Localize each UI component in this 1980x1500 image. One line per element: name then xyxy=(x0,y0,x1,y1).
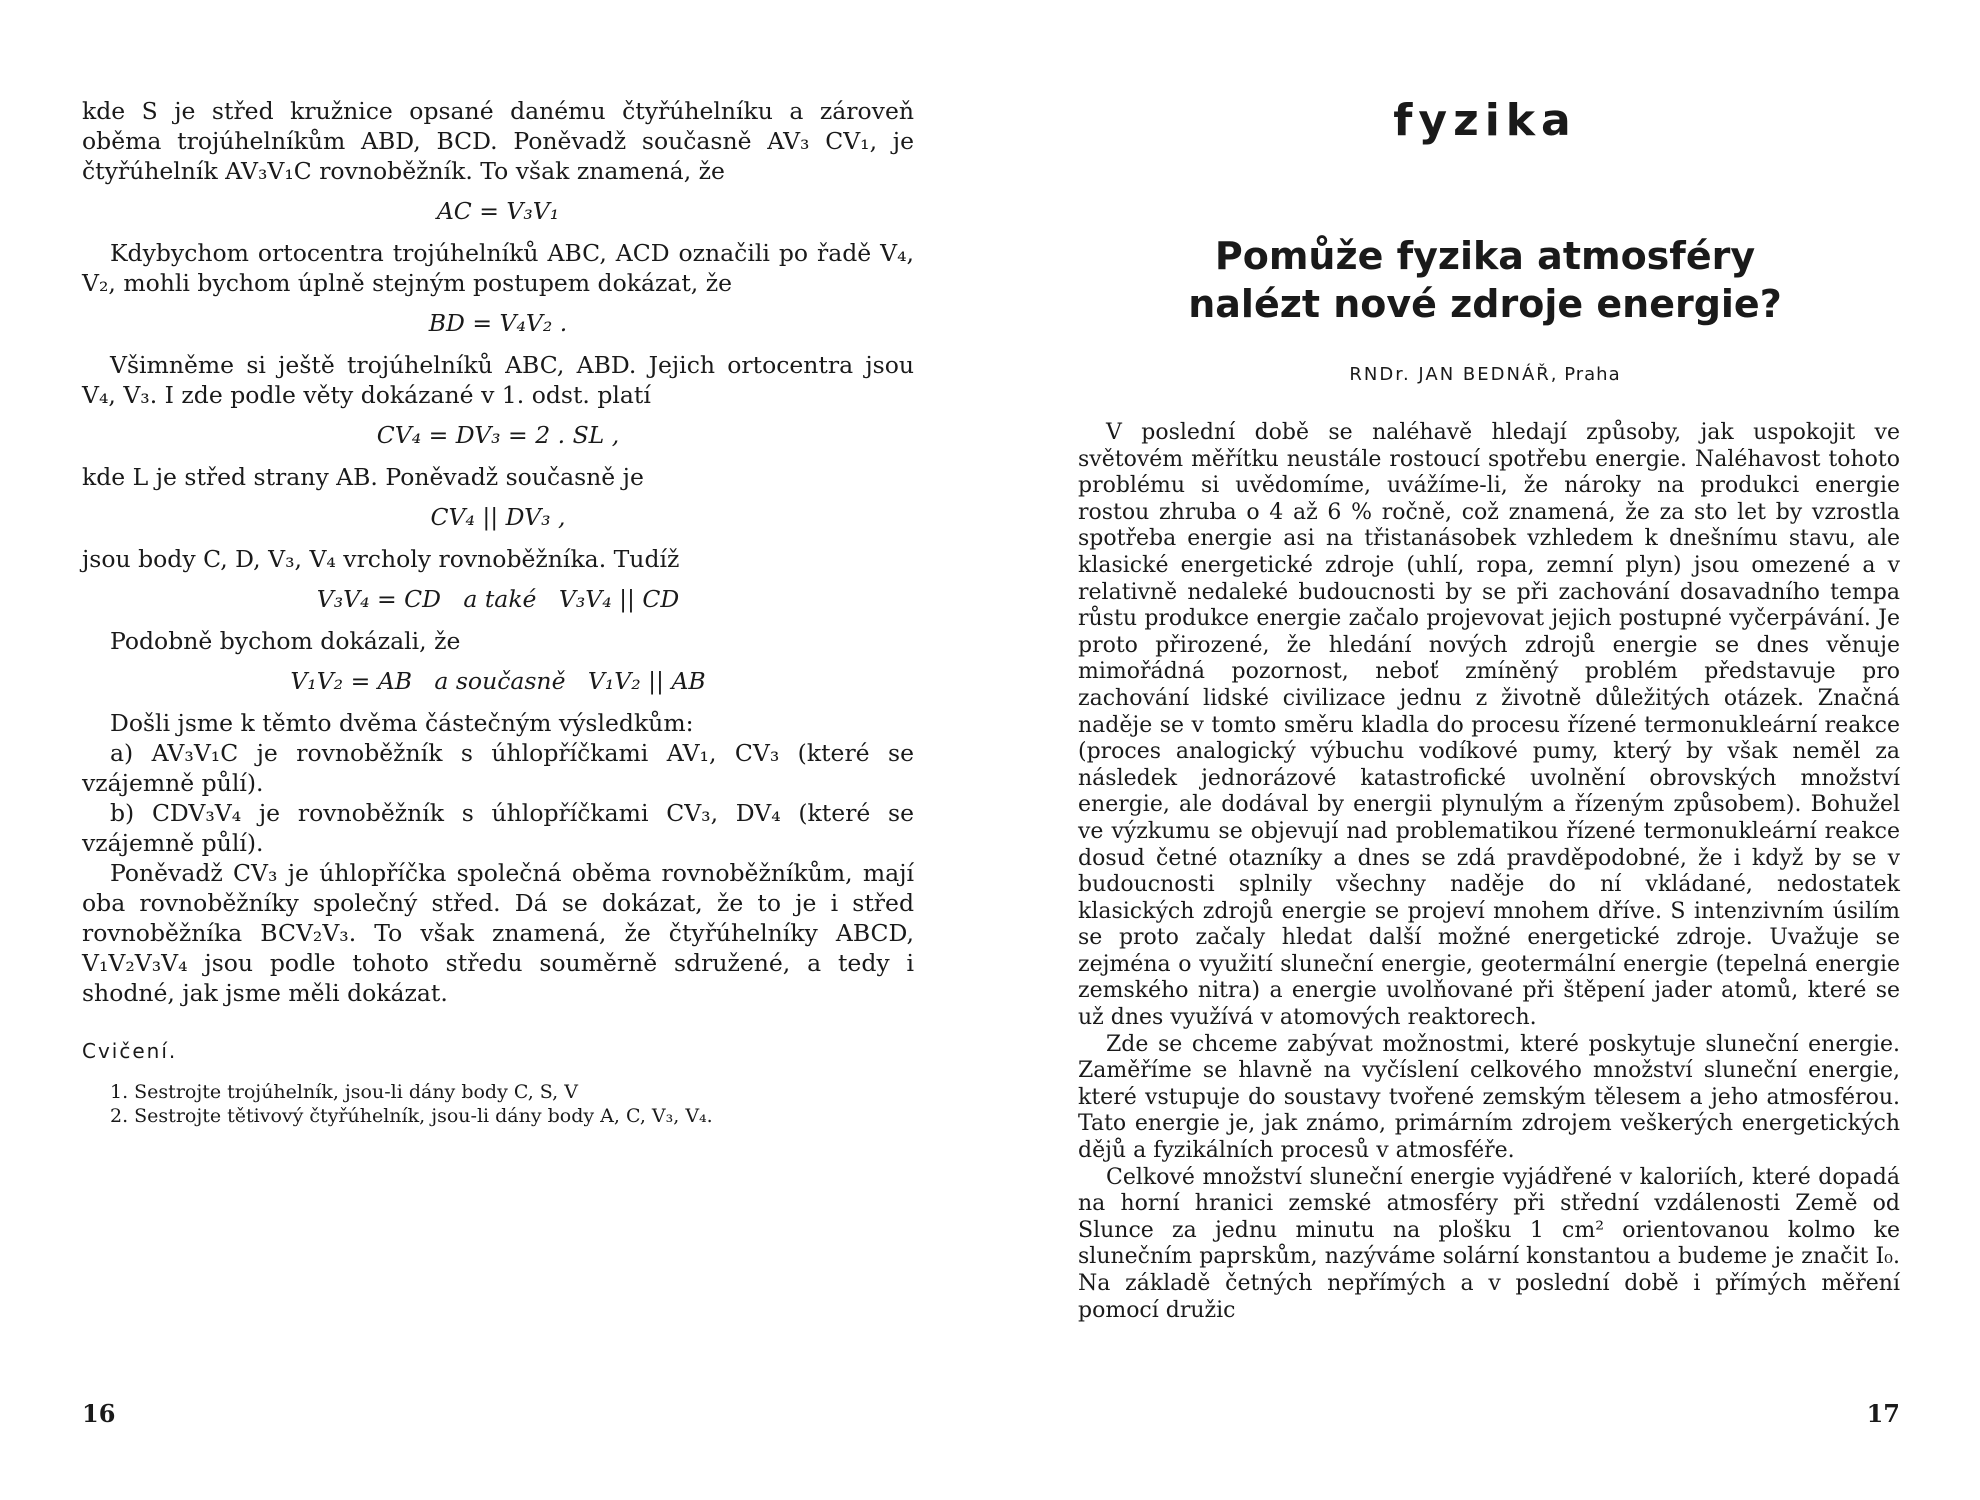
exercises-list xyxy=(82,1080,914,1128)
paragraph: Kdybychom ortocentra trojúhelníků ABC, ACD označili po řadě V₄, V₂, mohli bychom úplně stejným postupem dokázat, že xyxy=(82,239,914,297)
paragraph: Podobně bychom dokázali, že xyxy=(110,627,461,655)
article-title xyxy=(990,232,1980,328)
equation: V₁V₂ = AB a současně V₁V₂ || AB xyxy=(290,667,706,695)
author-name: RNDr. JAN BEDNÁŘ xyxy=(1349,364,1551,385)
equation: CV₄ || DV₃ , xyxy=(430,503,566,531)
exercise-item: 2. Sestrojte tětivový čtyřúhelník, jsou-li dány body A, C, V₃, V₄. xyxy=(110,1105,713,1127)
equation: V₃V₄ = CD a také V₃V₄ || CD xyxy=(316,585,680,613)
page-number: 17 xyxy=(1866,1399,1900,1428)
paragraph: Došli jsme k těmto dvěma částečným výsledkům: xyxy=(110,709,694,737)
exercise-item: 1. Sestrojte trojúhelník, jsou-li dány body C, S, V xyxy=(110,1081,578,1103)
left-text-column xyxy=(82,96,914,1128)
article-title-line: nalézt nové zdroje energie? xyxy=(1188,282,1782,326)
right-page xyxy=(990,0,1980,1500)
result-item-b: b) CDV₃V₄ je rovnoběžník s úhlopříčkami CV₃, DV₄ (které se vzájemně půlí). xyxy=(82,799,914,857)
paragraph: V poslední době se naléhavě hledají způsoby, jak uspokojit ve světovém měřítku neustále rostoucí spotřebu energie. Naléhavost tohoto problému si uvědomíme, uvážíme-li, že nároky na produkci energie rostou zhruba o 4 až 6 % ročně, což znamená, že za sto let by vzrostla spotřeba energie asi na třistanásobek vzhledem k dnešnímu stavu, ale klasické energetické zdroje (uhlí, ropa, zemní plyn) jsou omezené a v relativně nedaleké budoucnosti by se při zachování dosavadního tempa růstu produkce energie začalo projevovat jejich postupné vyčerpávání. Je proto přirozené, že hledání nových zdrojů energie se dnes věnuje mimořádná pozornost, neboť zmíněný problém představuje pro zachování lidské civilizace jednu z životně důležitých otázek. Značná naděje se v tomto směru kladla do procesu řízené termonukleární reakce (proces analogický výbuchu vodíkové pumy, který by však neměl za následek jednorázové katastrofické uvolnění obrovských množství energie, ale dodával by energii plynulým a řízeným způsobem). Bohužel ve výzkumu se objevují nad problematikou řízené termonukleární reakce dosud četné otazníky a dnes se zdá pravděpodobné, že i když by se v budoucnosti splnily všechny naděje do ní vkládané, nedostatek klasických zdrojů energie se projeví mnohem dříve. S intenzivním úsilím se proto začaly hledat další možné energetické zdroje. Uvažuje se zejména o využití sluneční energie, geotermální energie (tepelná energie zemského nitra) a energie uvolňované při štěpení jader atomů, které se už dnes využívá v atomových reaktorech. xyxy=(1078,420,1900,1031)
equation: BD = V₄V₂ . xyxy=(428,309,568,337)
paragraph: jsou body C, D, V₃, V₄ vrcholy rovnoběžníka. Tudíž xyxy=(82,545,680,573)
paragraph: kde L je střed strany AB. Poněvadž současně je xyxy=(82,463,644,491)
author-line xyxy=(990,364,1980,385)
paragraph: kde S je střed kružnice opsané danému čtyřúhelníku a zároveň oběma trojúhelníkům ABD, BCD. Poněvadž současně AV₃ CV₁, je čtyřúhelník AV₃V₁C rovnoběžník. To však znamená, že xyxy=(82,97,914,185)
paragraph: Celkové množství sluneční energie vyjádřené v kaloriích, které dopadá na horní hranici zemské atmosféry při střední vzdálenosti Země od Slunce za jednu minutu na plošku 1 cm² orientovanou kolmo ke slunečním paprskům, nazýváme solární konstantou a budeme je značit I₀. Na základě četných nepřímých a v poslední době i přímých měření pomocí družic xyxy=(1078,1164,1900,1323)
right-text-column xyxy=(1078,420,1900,1324)
paragraph: Poněvadž CV₃ je úhlopříčka společná oběma rovnoběžníkům, mají oba rovnoběžníky společný střed. Dá se dokázat, že to je i střed rovnoběžníka BCV₂V₃. To však znamená, že čtyřúhelníky ABCD, V₁V₂V₃V₄ jsou podle tohoto středu souměrně sdružené, a tedy i shodné, jak jsme měli dokázat. xyxy=(82,859,914,1007)
paragraph: Zde se chceme zabývat možnostmi, které poskytuje sluneční energie. Zaměříme se hlavně na vyčíslení celkového množství sluneční energie, které vstupuje do soustavy tvořené zemským tělesem a jeho atmosférou. Tato energie je, jak známo, primárním zdrojem veškerých energetických dějů a fyzikálních procesů v atmosféře. xyxy=(1078,1031,1900,1164)
article-title-line: Pomůže fyzika atmosféry xyxy=(1214,234,1756,278)
exercises-heading: Cvičení. xyxy=(82,1039,178,1063)
author-location: , Praha xyxy=(1550,364,1621,385)
equation: AC = V₃V₁ xyxy=(436,197,560,225)
result-item-a: a) AV₃V₁C je rovnoběžník s úhlopříčkami AV₁, CV₃ (které se vzájemně půlí). xyxy=(82,739,914,797)
paragraph: Všimněme si ještě trojúhelníků ABC, ABD. Jejich ortocentra jsou V₄, V₃. I zde podle věty dokázané v 1. odst. platí xyxy=(82,351,914,409)
page-number: 16 xyxy=(82,1399,116,1428)
section-heading: fyzika xyxy=(1393,95,1577,146)
equation: CV₄ = DV₃ = 2 . SL , xyxy=(376,421,620,449)
